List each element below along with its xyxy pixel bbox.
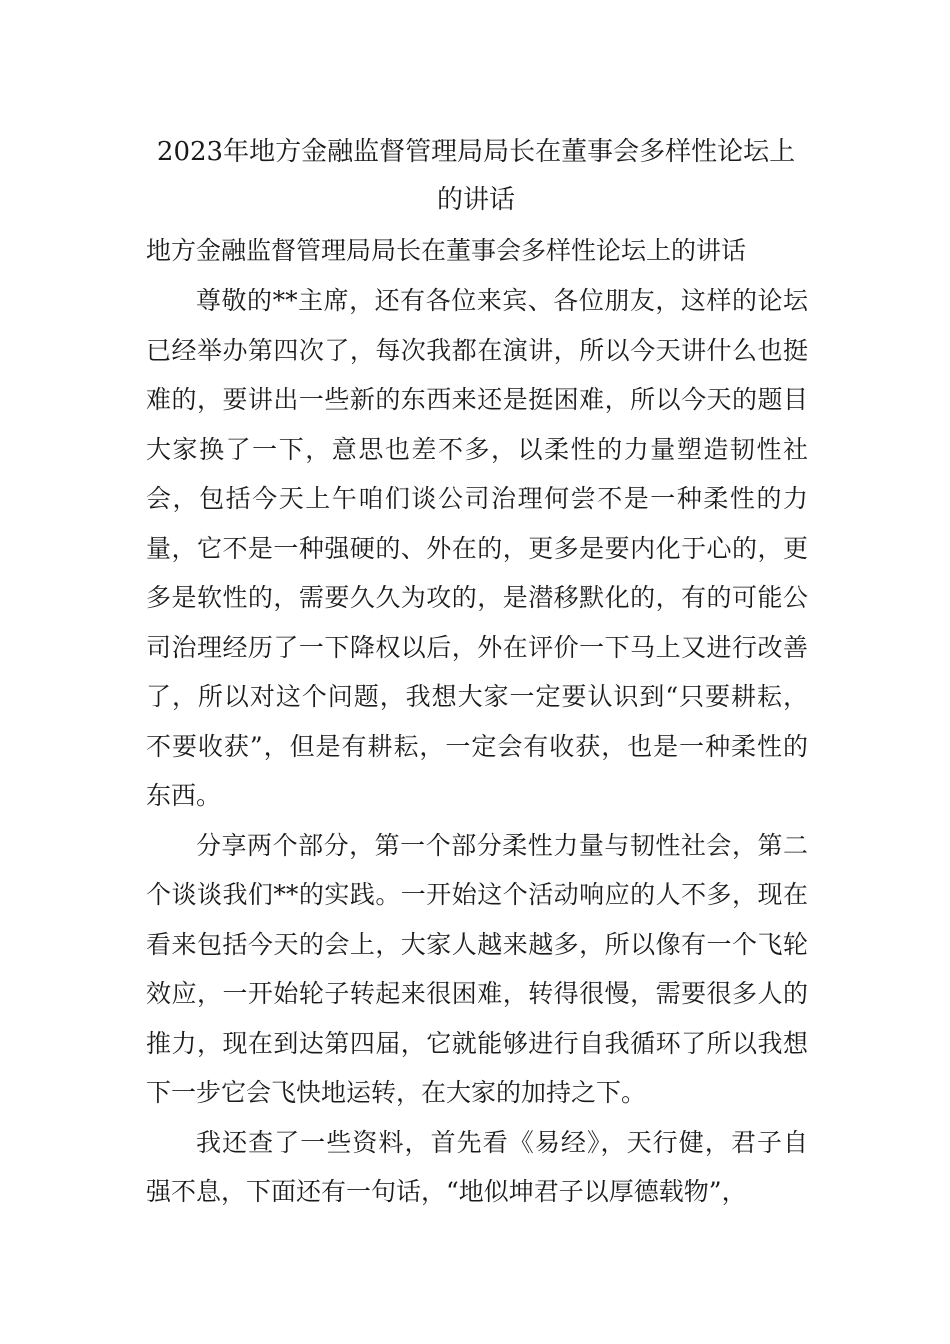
document-subtitle: 地方金融监督管理局局长在董事会多样性论坛上的讲话: [146, 236, 747, 265]
paragraph-2: 分享两个部分，第一个部分柔性力量与韧性社会，第二个谈谈我们**的实践。一开始这个活动响应的人不多，现在看来包括今天的会上，大家人越来越多，所以像有一个飞轮效应，一开始轮子转起来很困难，转得很慢，需要很多人的推力，现在到达第四届，它就能够进行自我循环了所以我想下一步它会飞快地运转，在大家的加持之下。: [146, 830, 808, 1107]
paragraph-3: 我还查了一些资料，首先看《易经》，天行健，君子自强不息，下面还有一句话，“地似坤君子以厚德载物”，: [146, 1127, 808, 1206]
document-title: 2023年地方金融监督管理局局长在董事会多样性论坛上的讲话: [156, 137, 796, 215]
document-body: [146, 276, 808, 1217]
paragraph-1: 尊敬的**主席，还有各位来宾、各位朋友，这样的论坛已经举办第四次了，每次我都在演讲，所以今天讲什么也挺难的，要讲出一些新的东西来还是挺困难，所以今天的题目大家换了一下，意思也差不多，以柔性的力量塑造韧性社会，包括今天上午咱们谈公司治理何尝不是一种柔性的力量，它不是一种强硬的、外在的，更多是要内化于心的，更多是软性的，需要久久为攻的，是潜移默化的，有的可能公司治理经历了一下降权以后，外在评价一下马上又进行改善了，所以对这个问题，我想大家一定要认识到“只要耕耘，不要收获”，但是有耕耘，一定会有收获，也是一种柔性的东西。: [146, 286, 808, 810]
